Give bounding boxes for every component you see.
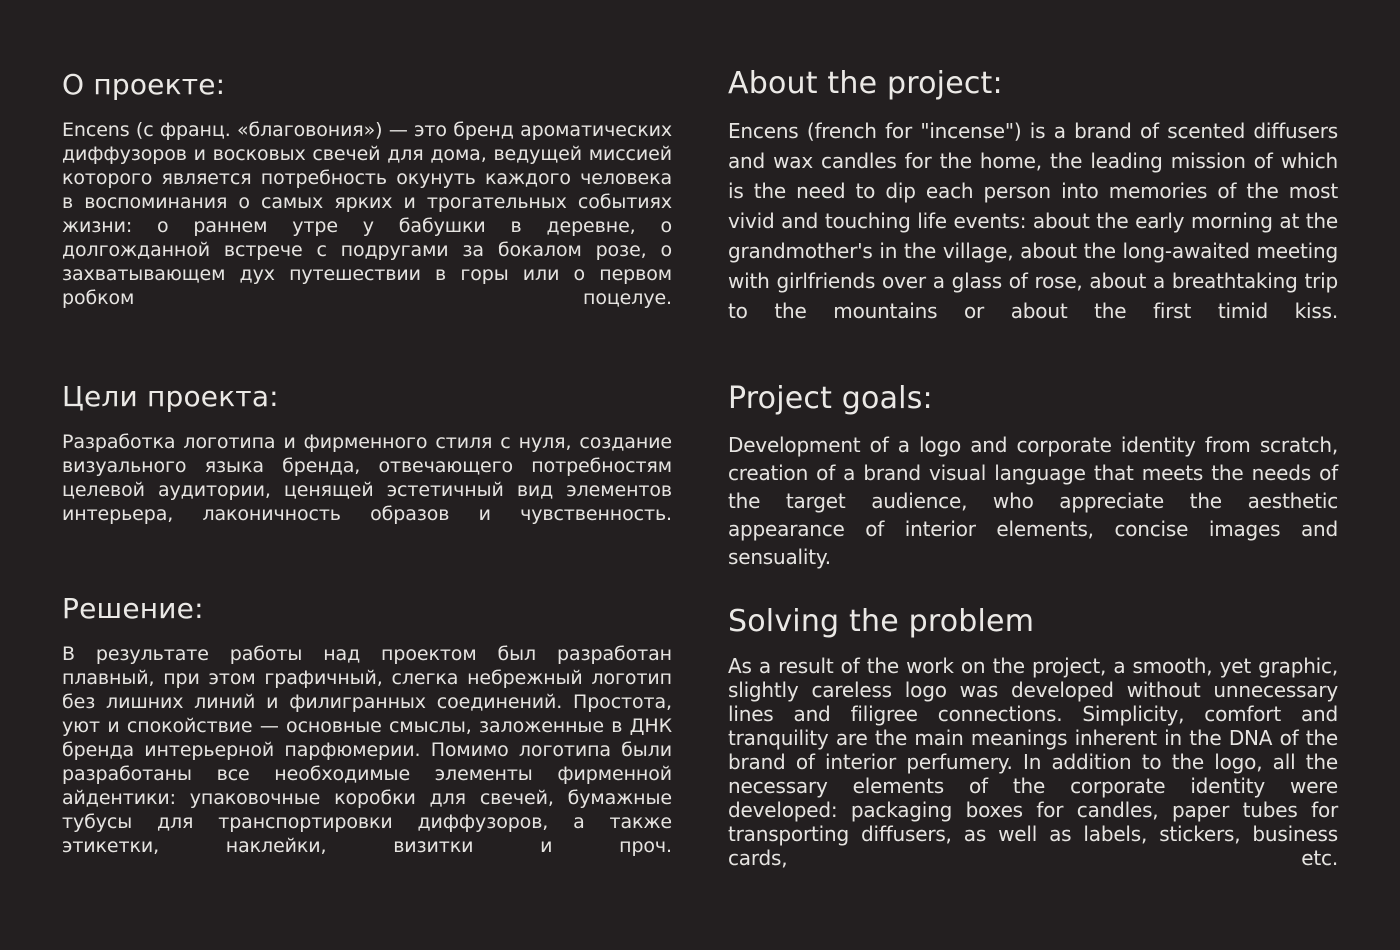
en-goals-text: Development of a logo and corporate identity from scratch, creation of a brand visual language that meets the needs of the target audience, who appreciate the aesthetic appearance of interior elements, concise images and sensuality. — [728, 433, 1338, 569]
ru-about-section — [62, 68, 672, 310]
en-solution-text: As a result of the work on the project, a smooth, yet graphic, slightly careless logo was developed without unnecessary lines and filigree connections. Simplicity, comfort and tranquility are the main meanings inherent in the DNA of the brand of interior perfumery. In addition to the logo, all the necessary elements of the corporate identity were developed: packaging boxes for candles, paper tubes for transporting diffusers, as well as labels, stickers, business cards, etc. — [728, 654, 1338, 870]
en-about-section — [728, 66, 1338, 326]
ru-solution-heading: Решение: — [62, 592, 204, 625]
en-solution-heading: Solving the problem — [728, 604, 1035, 639]
en-goals-section — [728, 381, 1338, 571]
en-solution-section — [728, 604, 1338, 870]
ru-about-heading: О проекте: — [62, 68, 226, 101]
ru-about-text: Encens (с франц. «благовония») — это бренд ароматических диффузоров и восковых свечей для дома, ведущей миссией которого является потребность окунуть каждого человека в воспоминания о самых ярких и трогательных событиях жизни: о раннем утре у бабушки в деревне, о долгожданной встрече с подругами за бокалом розе, о захватывающем дух путешествии в горы или о первом робком поцелуе. — [62, 119, 672, 309]
ru-goals-text: Разработка логотипа и фирменного стиля с нуля, создание визуального языка бренда, отвечающего потребностям целевой аудитории, ценящей эстетичный вид элементов интерьера, лаконичность образов и чувственность. — [62, 431, 672, 525]
en-about-text: Encens (french for "incense") is a brand of scented diffusers and wax candles for the home, the leading mission of which is the need to dip each person into memories of the most vivid and touching life events: about the early morning at the grandmother's in the village, about the long-awaited meeting with girlfriends over a glass of rose, about a breathtaking trip to the mountains or about the first timid kiss. — [728, 119, 1338, 323]
ru-solution-section — [62, 592, 672, 858]
en-about-heading: About the project: — [728, 66, 1003, 101]
ru-goals-section — [62, 380, 672, 526]
ru-solution-text: В результате работы над проектом был разработан плавный, при этом графичный, слегка небрежный логотип без лишних линий и филигранных соединений. Простота, уют и спокойствие — основные смыслы, заложенные в ДНК бренда интерьерной парфюмерии. Помимо логотипа были разработаны все необходимые элементы фирменной айдентики: упаковочные коробки для свечей, бумажные тубусы для транспортировки диффузоров, а также этикетки, наклейки, визитки и проч. — [62, 643, 672, 857]
en-goals-heading: Project goals: — [728, 381, 933, 416]
ru-goals-heading: Цели проекта: — [62, 380, 279, 413]
